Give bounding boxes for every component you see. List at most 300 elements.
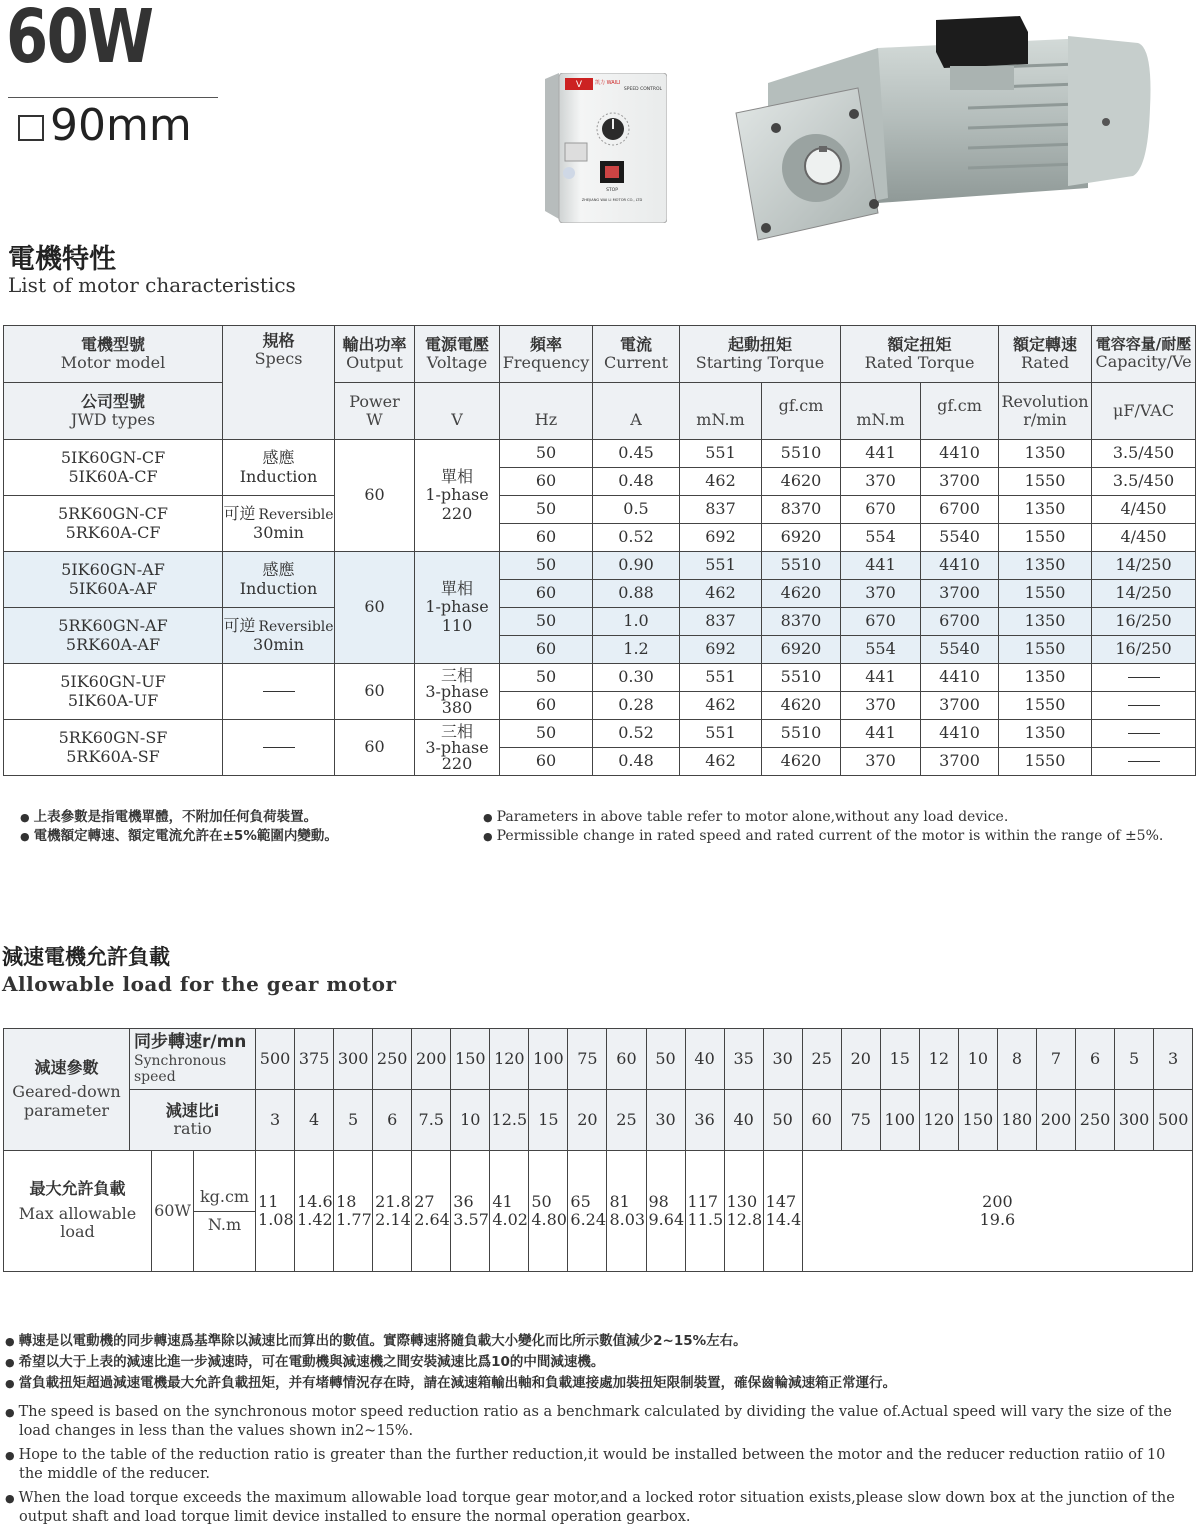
load-kgcm: 14.6 xyxy=(297,1191,333,1211)
load-cell xyxy=(295,1151,334,1272)
rated-gfcm: 3700 xyxy=(921,468,999,496)
header-speed-unit: Revolution r/min xyxy=(999,383,1092,440)
start-mnm: 551 xyxy=(680,440,762,468)
spec-en: Induction xyxy=(239,578,318,598)
rated-speed: 1550 xyxy=(999,692,1092,720)
ratio-cell: 6 xyxy=(373,1090,412,1151)
output-power: 60 xyxy=(335,552,415,664)
load-kgcm: 117 xyxy=(687,1191,719,1211)
rated-speed: 1550 xyxy=(999,524,1092,552)
motor-model: 5IK60GN-UF xyxy=(60,672,166,692)
ratio-cell: 75 xyxy=(841,1090,880,1151)
voltage-cell xyxy=(415,664,500,720)
voltage-value: 220 xyxy=(441,503,473,523)
spec-en: Reversible xyxy=(258,619,334,636)
motor-row xyxy=(4,664,1196,692)
rated-mnm: 670 xyxy=(841,496,921,524)
ratio-cell: 4 xyxy=(295,1090,334,1151)
controller-maker: ZHEJIANG WAI LI MOTOR CO., LTD xyxy=(581,198,643,202)
capacitor: 16/250 xyxy=(1092,636,1196,664)
sync-speed-cell: 50 xyxy=(646,1029,685,1090)
dash-mark xyxy=(1128,761,1160,762)
rated-speed: 1350 xyxy=(999,440,1092,468)
start-mnm: 692 xyxy=(680,636,762,664)
header-motor-model: 電機型號 Motor model xyxy=(4,326,223,383)
gear-motor-image xyxy=(728,8,1156,243)
notes-en xyxy=(483,808,1163,846)
header-start-mnm: mN.m xyxy=(680,383,762,440)
voltage-cell xyxy=(415,440,500,552)
section-title-allowable-load-zh: 減速電機允許負載 xyxy=(2,945,170,969)
current: 0.48 xyxy=(593,468,680,496)
voltage-cell xyxy=(415,720,500,776)
header-rated-speed: 額定轉速 Rated xyxy=(999,326,1092,383)
capacitor: 4/450 xyxy=(1092,524,1196,552)
ratio-cell: 250 xyxy=(1076,1090,1115,1151)
start-gfcm: 5510 xyxy=(762,552,841,580)
sync-speed-cell: 200 xyxy=(412,1029,451,1090)
ratio-cell: 500 xyxy=(1154,1090,1193,1151)
rated-speed: 1550 xyxy=(999,468,1092,496)
load-kgcm: 50 xyxy=(531,1191,552,1211)
motor-model-alt: 5IK60A-AF xyxy=(68,578,158,598)
frequency: 50 xyxy=(500,664,593,692)
voltage-phase-zh: 三相 xyxy=(440,721,473,741)
header-specs: 規格 Specs xyxy=(223,326,335,440)
rated-gfcm: 3700 xyxy=(921,580,999,608)
load-cell xyxy=(607,1151,646,1272)
start-gfcm: 5510 xyxy=(762,720,841,748)
header-starting-torque: 起動扭矩 Starting Torque xyxy=(680,326,841,383)
spec-zh: 感應 xyxy=(262,448,295,468)
motor-model-cell xyxy=(4,720,223,776)
ratio-cell: 3 xyxy=(256,1090,295,1151)
frequency: 50 xyxy=(500,720,593,748)
motor-characteristics-table xyxy=(3,325,1196,776)
header-current-unit: A xyxy=(593,383,680,440)
rated-gfcm: 5540 xyxy=(921,524,999,552)
note2-en-2: ● Hope to the table of the reduction ratio is greater than the further reduction,it would be installed between the motor and the reducer reduction ratiio of 10 the middle of the reducer. xyxy=(5,1446,1175,1483)
voltage-phase-en: 1-phase xyxy=(425,485,489,505)
dash-mark xyxy=(1128,705,1160,706)
note-zh-1: ● 上表參數是指電機單體，不附加任何負荷裝置。 xyxy=(20,808,338,827)
ratio-cell: 10 xyxy=(451,1090,490,1151)
header-frequency-unit: Hz xyxy=(500,383,593,440)
ratio-cell: 12.5 xyxy=(490,1090,529,1151)
motor-model: 5RK60GN-AF xyxy=(58,616,168,636)
start-gfcm: 4620 xyxy=(762,748,841,776)
square-frame-icon xyxy=(18,115,44,141)
load-kgcm: 65 xyxy=(570,1191,591,1211)
current: 0.88 xyxy=(593,580,680,608)
load-nm: 1.42 xyxy=(297,1210,333,1229)
load-kgcm: 36 xyxy=(453,1191,474,1211)
load-kgcm: 27 xyxy=(414,1191,435,1211)
load-max-kgcm: 200 xyxy=(982,1191,1013,1211)
motor-model-alt: 5RK60A-SF xyxy=(66,746,160,766)
output-power: 60 xyxy=(335,664,415,720)
motor-row xyxy=(4,552,1196,580)
rated-speed: 1350 xyxy=(999,664,1092,692)
controller-label: SPEED CONTROL xyxy=(623,87,663,92)
ratio-cell: 40 xyxy=(724,1090,763,1151)
note2-zh-2: ● 希望以大于上表的減速比進一步減速時，可在電動機與減速機之間安裝減速比爲10的中間減速機。 xyxy=(5,1352,896,1373)
note2-en-1: ● The speed is based on the synchronous motor speed reduction ratio as a benchmark calculated by dividing the value of.Actual speed will vary the size of the load changes in less than the values shown in2~15%. xyxy=(5,1403,1175,1440)
spec-zh: 可逆 xyxy=(223,616,256,636)
load-kgcm: 21.8 xyxy=(375,1191,411,1211)
load-kgcm: 130 xyxy=(726,1191,758,1211)
dash-mark xyxy=(263,747,295,748)
motor-row xyxy=(4,608,1196,636)
rated-mnm: 441 xyxy=(841,440,921,468)
sync-speed-cell: 25 xyxy=(802,1029,841,1090)
start-gfcm: 6920 xyxy=(762,636,841,664)
current: 0.45 xyxy=(593,440,680,468)
load-nm: 2.64 xyxy=(414,1210,450,1229)
header-frequency: 頻率 Frequency xyxy=(500,326,593,383)
load-kgcm: 11 xyxy=(258,1191,279,1211)
ratio-cell: 180 xyxy=(997,1090,1036,1151)
rated-mnm: 441 xyxy=(841,720,921,748)
rated-mnm: 554 xyxy=(841,636,921,664)
frequency: 50 xyxy=(500,440,593,468)
rated-speed: 1350 xyxy=(999,552,1092,580)
spec-line xyxy=(223,617,334,635)
rated-gfcm: 4410 xyxy=(921,552,999,580)
capacitor xyxy=(1092,664,1196,692)
ratio-cell: 120 xyxy=(919,1090,958,1151)
spec-cell xyxy=(223,552,335,608)
frequency: 60 xyxy=(500,524,593,552)
load-cell xyxy=(412,1151,451,1272)
load-nm: 4.02 xyxy=(492,1210,528,1229)
frequency: 60 xyxy=(500,580,593,608)
voltage-cell xyxy=(415,552,500,664)
motor-model-alt: 5RK60A-CF xyxy=(65,522,161,542)
load-cell xyxy=(373,1151,412,1272)
load-nm: 2.14 xyxy=(375,1210,411,1229)
rated-mnm: 370 xyxy=(841,692,921,720)
motor-row xyxy=(4,720,1196,748)
ratio-cell: 15 xyxy=(529,1090,568,1151)
notes-zh xyxy=(20,808,338,846)
rated-mnm: 554 xyxy=(841,524,921,552)
frequency: 50 xyxy=(500,552,593,580)
load-max-cell xyxy=(802,1151,1192,1272)
spec-line xyxy=(223,505,334,523)
output-power: 60 xyxy=(335,720,415,776)
rated-mnm: 441 xyxy=(841,552,921,580)
frequency: 60 xyxy=(500,468,593,496)
sync-speed-cell: 12 xyxy=(919,1029,958,1090)
voltage-value: 110 xyxy=(441,615,473,635)
sync-speed-cell: 250 xyxy=(373,1029,412,1090)
spec-duty: 30min xyxy=(253,634,304,654)
start-mnm: 837 xyxy=(680,496,762,524)
capacitor: 3.5/450 xyxy=(1092,440,1196,468)
header-output-unit: Power W xyxy=(335,383,415,440)
ratio-cell: 100 xyxy=(880,1090,919,1151)
rated-mnm: 670 xyxy=(841,608,921,636)
dash-mark xyxy=(1128,733,1160,734)
motor-model-cell xyxy=(4,440,223,496)
load-kgcm: 98 xyxy=(648,1191,669,1211)
sync-speed-cell: 8 xyxy=(997,1029,1036,1090)
output-shaft xyxy=(805,148,841,184)
rated-gfcm: 5540 xyxy=(921,636,999,664)
start-gfcm: 5510 xyxy=(762,440,841,468)
spec-en: Induction xyxy=(239,466,318,486)
rated-speed: 1350 xyxy=(999,496,1092,524)
note-en-2: ● Permissible change in rated speed and rated current of the motor is within the range of ±5%. xyxy=(483,827,1163,846)
header-rated-mnm: mN.m xyxy=(841,383,921,440)
motor-model: 5RK60GN-CF xyxy=(57,504,169,524)
start-gfcm: 6920 xyxy=(762,524,841,552)
spec-cell xyxy=(223,496,335,552)
spec-zh: 可逆 xyxy=(223,504,256,524)
rated-speed: 1350 xyxy=(999,720,1092,748)
motor-model-cell xyxy=(4,664,223,720)
speed-controller-image xyxy=(545,73,667,223)
header-rated-gfcm: gf.cm xyxy=(921,383,999,440)
start-gfcm: 4620 xyxy=(762,468,841,496)
load-cell xyxy=(334,1151,373,1272)
rated-gfcm: 6700 xyxy=(921,608,999,636)
spec-duty: 30min xyxy=(253,522,304,542)
voltage-phase-zh: 單相 xyxy=(440,578,473,598)
frequency: 50 xyxy=(500,608,593,636)
spec-en: Reversible xyxy=(258,507,334,524)
load-nm: 1.08 xyxy=(258,1210,294,1229)
header-rated-torque: 額定扭矩 Rated Torque xyxy=(841,326,999,383)
motor-model-alt: 5IK60A-CF xyxy=(68,466,158,486)
voltage-value: 380 xyxy=(441,697,473,717)
capacitor xyxy=(1092,692,1196,720)
current: 1.2 xyxy=(593,636,680,664)
load-cell xyxy=(256,1151,295,1272)
start-gfcm: 4620 xyxy=(762,692,841,720)
motor-row xyxy=(4,496,1196,524)
ratio-cell: 36 xyxy=(685,1090,724,1151)
spec-cell xyxy=(223,720,335,776)
header-capacitor-unit: μF/VAC xyxy=(1092,383,1196,440)
motor-model: 5IK60GN-AF xyxy=(61,560,165,580)
load-max-nm: 19.6 xyxy=(979,1210,1016,1229)
voltage-value: 220 xyxy=(441,753,473,773)
sync-speed-cell: 6 xyxy=(1076,1029,1115,1090)
load-nm: 3.57 xyxy=(453,1210,489,1229)
load-kgcm: 18 xyxy=(336,1191,357,1211)
start-mnm: 551 xyxy=(680,552,762,580)
controller-stop-label: STOP xyxy=(606,188,618,193)
frame-size-value: 90mm xyxy=(50,100,192,151)
frequency: 60 xyxy=(500,692,593,720)
load-nm: 9.64 xyxy=(648,1210,685,1229)
load-cell xyxy=(685,1151,724,1272)
ratio-cell: 300 xyxy=(1115,1090,1154,1151)
current: 0.48 xyxy=(593,748,680,776)
load-cell xyxy=(490,1151,529,1272)
sync-speed-cell: 3 xyxy=(1154,1029,1193,1090)
rated-gfcm: 4410 xyxy=(921,720,999,748)
load-nm: 6.24 xyxy=(570,1210,607,1229)
rated-mnm: 441 xyxy=(841,664,921,692)
capacitor: 16/250 xyxy=(1092,608,1196,636)
spec-zh: 感應 xyxy=(262,560,295,580)
motor-model: 5RK60GN-SF xyxy=(58,728,168,748)
spec-cell xyxy=(223,664,335,720)
ratio-cell: 50 xyxy=(763,1090,802,1151)
capacitor xyxy=(1092,748,1196,776)
synchronous-speed-label: 同步轉速r/mn Synchronous speed xyxy=(130,1029,256,1090)
allowable-load-table xyxy=(3,1028,1193,1272)
rated-gfcm: 4410 xyxy=(921,664,999,692)
rated-speed: 1550 xyxy=(999,748,1092,776)
ratio-cell: 150 xyxy=(958,1090,997,1151)
current: 0.52 xyxy=(593,720,680,748)
notes2-en xyxy=(5,1403,1175,1526)
start-mnm: 551 xyxy=(680,720,762,748)
load-cell xyxy=(568,1151,607,1272)
load-nm: 8.03 xyxy=(609,1210,646,1229)
sync-speed-cell: 5 xyxy=(1115,1029,1154,1090)
start-mnm: 692 xyxy=(680,524,762,552)
rated-gfcm: 3700 xyxy=(921,692,999,720)
rated-speed: 1350 xyxy=(999,608,1092,636)
voltage-phase-zh: 三相 xyxy=(440,665,473,685)
geared-down-parameter-label: 減速參數 Geared-down parameter xyxy=(4,1029,130,1151)
header-start-gfcm: gf.cm xyxy=(762,383,841,440)
current: 0.52 xyxy=(593,524,680,552)
load-cell xyxy=(646,1151,685,1272)
capacitor: 14/250 xyxy=(1092,552,1196,580)
load-units: kg.cm N.m xyxy=(194,1151,256,1272)
ratio-cell: 60 xyxy=(802,1090,841,1151)
sync-speed-cell: 40 xyxy=(685,1029,724,1090)
sync-speed-cell: 60 xyxy=(607,1029,646,1090)
header-current: 電流 Current xyxy=(593,326,680,383)
dash-mark xyxy=(263,691,295,692)
note-zh-2: ● 電機額定轉速、額定電流允許在±5%範圍内變動。 xyxy=(20,827,338,846)
load-cell xyxy=(529,1151,568,1272)
header-voltage-unit: V xyxy=(415,383,500,440)
sync-speed-cell: 375 xyxy=(295,1029,334,1090)
sync-speed-cell: 500 xyxy=(256,1029,295,1090)
load-power: 60W xyxy=(152,1151,194,1272)
section-title-motor-characteristics-zh: 電機特性 xyxy=(8,244,116,275)
current: 0.90 xyxy=(593,552,680,580)
motor-model-cell xyxy=(4,552,223,608)
ratio-cell: 30 xyxy=(646,1090,685,1151)
header-capacitor: 電容容量/耐壓 Capacity/Ve xyxy=(1092,326,1196,383)
ratio-label: 減速比i ratio xyxy=(130,1090,256,1151)
sync-speed-cell: 100 xyxy=(529,1029,568,1090)
load-nm: 11.5 xyxy=(687,1210,724,1229)
ratio-cell: 20 xyxy=(568,1090,607,1151)
start-mnm: 551 xyxy=(680,664,762,692)
start-gfcm: 8370 xyxy=(762,496,841,524)
start-mnm: 462 xyxy=(680,692,762,720)
sync-speed-cell: 7 xyxy=(1036,1029,1075,1090)
rated-mnm: 370 xyxy=(841,580,921,608)
ratio-cell: 5 xyxy=(334,1090,373,1151)
sync-speed-cell: 120 xyxy=(490,1029,529,1090)
load-cell xyxy=(451,1151,490,1272)
frequency: 60 xyxy=(500,636,593,664)
motor-model-cell xyxy=(4,608,223,664)
load-cell xyxy=(763,1151,802,1272)
sync-speed-cell: 15 xyxy=(880,1029,919,1090)
note2-zh-1: ● 轉速是以電動機的同步轉速爲基準除以減速比而算出的數值。實際轉速將隨負載大小變化而比所示數值減少2~15%左右。 xyxy=(5,1331,896,1352)
load-nm: 1.77 xyxy=(336,1210,372,1229)
rated-gfcm: 4410 xyxy=(921,440,999,468)
spec-cell xyxy=(223,440,335,496)
voltage-phase-en: 1-phase xyxy=(425,597,489,617)
start-mnm: 462 xyxy=(680,748,762,776)
ratio-cell: 7.5 xyxy=(412,1090,451,1151)
rated-speed: 1550 xyxy=(999,636,1092,664)
section-title-allowable-load-en: Allowable load for the gear motor xyxy=(2,972,397,996)
frequency: 50 xyxy=(500,496,593,524)
note-en-1: ● Parameters in above table refer to motor alone,without any load device. xyxy=(483,808,1163,827)
note2-en-3: ● When the load torque exceeds the maximum allowable load torque gear motor,and a locked rotor situation exists,please slow down box at the junction of the output shaft and load torque limit device installed to ensure the normal operation gearbox. xyxy=(5,1489,1175,1526)
notes2-zh xyxy=(5,1331,896,1394)
sync-speed-cell: 75 xyxy=(568,1029,607,1090)
frequency: 60 xyxy=(500,748,593,776)
dash-mark xyxy=(1128,677,1160,678)
start-gfcm: 5510 xyxy=(762,664,841,692)
load-nm: 12.8 xyxy=(726,1210,763,1229)
start-mnm: 462 xyxy=(680,580,762,608)
sync-speed-cell: 30 xyxy=(763,1029,802,1090)
motor-row xyxy=(4,440,1196,468)
start-gfcm: 4620 xyxy=(762,580,841,608)
load-kgcm: 81 xyxy=(609,1191,630,1211)
header-jwd-types: 公司型號 JWD types xyxy=(4,383,223,440)
capacitor: 14/250 xyxy=(1092,580,1196,608)
sync-speed-cell: 20 xyxy=(841,1029,880,1090)
section-title-motor-characteristics-en: List of motor characteristics xyxy=(8,273,296,297)
note2-zh-3: ● 當負載扭矩超過減速電機最大允許負載扭矩，并有堵轉情況存在時，請在減速箱輸出軸和負載連接處加裝扭矩限制裝置，確保齒輪減速箱正常運行。 xyxy=(5,1373,896,1394)
capacitor xyxy=(1092,720,1196,748)
spec-cell xyxy=(223,608,335,664)
load-kgcm: 41 xyxy=(492,1191,513,1211)
power-title: 60W xyxy=(6,0,153,80)
start-mnm: 462 xyxy=(680,468,762,496)
voltage-phase-en: 3-phase xyxy=(425,681,489,701)
load-nm: 4.80 xyxy=(531,1210,567,1229)
rated-gfcm: 3700 xyxy=(921,748,999,776)
max-allowable-load-label: 最大允許負載 Max allowable load xyxy=(4,1151,152,1272)
start-mnm: 837 xyxy=(680,608,762,636)
output-power: 60 xyxy=(335,440,415,552)
motor-model: 5IK60GN-CF xyxy=(60,448,166,468)
header-voltage: 電源電壓 Voltage xyxy=(415,326,500,383)
header-output: 輸出功率 Output xyxy=(335,326,415,383)
frame-size xyxy=(18,100,192,151)
rated-mnm: 370 xyxy=(841,468,921,496)
capacitor: 3.5/450 xyxy=(1092,468,1196,496)
sync-speed-cell: 10 xyxy=(958,1029,997,1090)
current: 0.30 xyxy=(593,664,680,692)
load-cell xyxy=(724,1151,763,1272)
load-nm: 14.4 xyxy=(765,1210,802,1229)
rated-speed: 1550 xyxy=(999,580,1092,608)
controller-brand-logo: V xyxy=(575,80,583,90)
capacitor: 4/450 xyxy=(1092,496,1196,524)
title-divider xyxy=(8,97,218,98)
sync-speed-cell: 150 xyxy=(451,1029,490,1090)
